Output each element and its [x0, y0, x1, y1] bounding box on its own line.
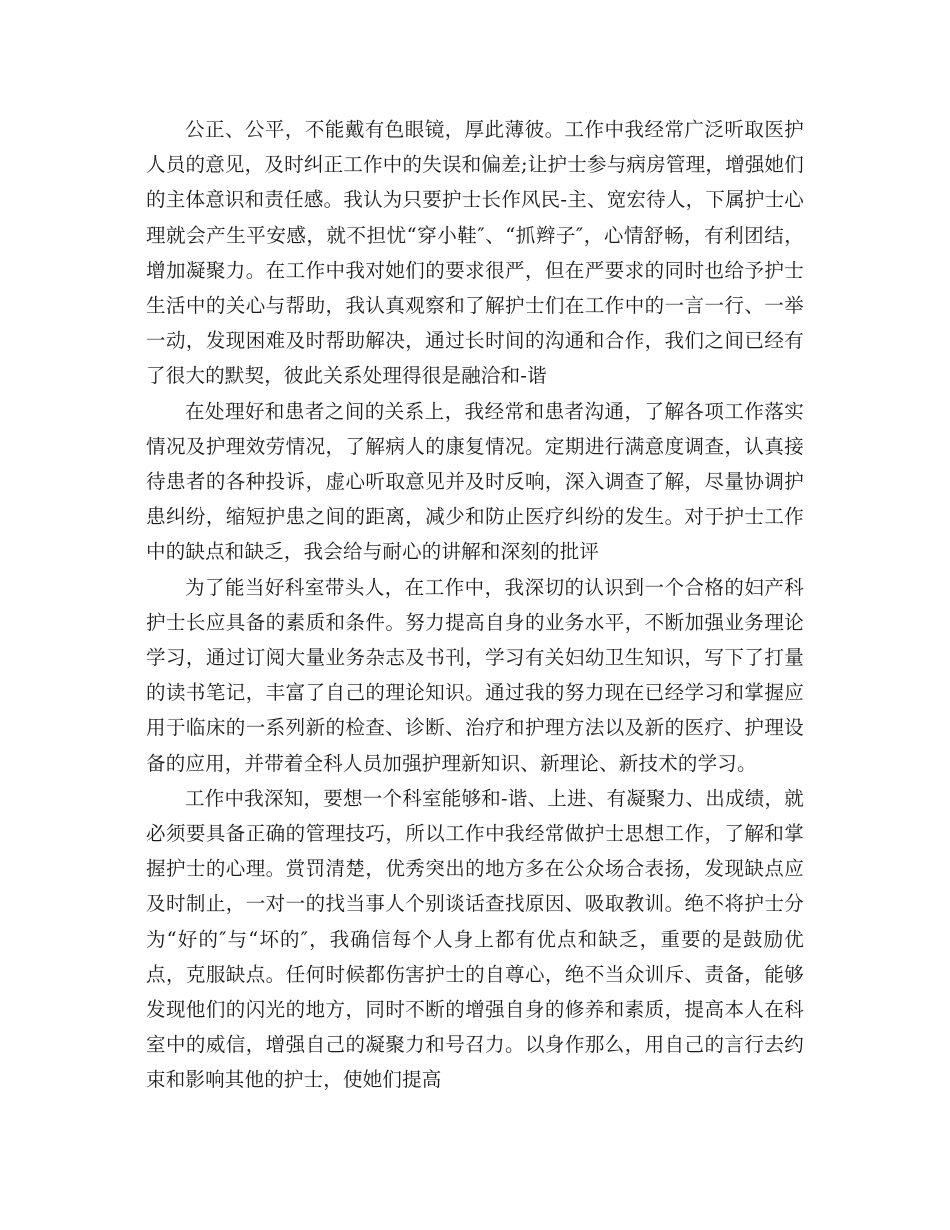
paragraph-3: 为了能当好科室带头人，在工作中，我深切的认识到一个合格的妇产科护士长应具备的素质和条件。努力提高自身的业务水平，不断加强业务理论学习，通过订阅大量业务杂志及书刊，学习有关妇幼卫生知识，写下了打量的读书笔记，丰富了自己的理论知识。通过我的努力现在已经学习和掌握应用于临床的一系列新的检查、诊断、治疗和护理方法以及新的医疗、护理设备的应用，并带着全科人员加强护理新知识、新理论、新技术的学习。: [146, 575, 804, 775]
paragraph-2: 在处理好和患者之间的关系上，我经常和患者沟通，了解各项工作落实情况及护理效劳情况，了解病人的康复情况。定期进行满意度调查，认真接待患者的各种投诉，虚心听取意见并及时反响，深入调查了解，尽量协调护患纠纷，缩短护患之间的距离，减少和防止医疗纠纷的发生。对于护士工作中的缺点和缺乏，我会给与耐心的讲解和深刻的批评: [146, 399, 804, 564]
paragraph-4: 工作中我深知，要想一个科室能够和-谐、上进、有凝聚力、出成绩，就必须要具备正确的管理技巧，所以工作中我经常做护士思想工作，了解和掌握护士的心理。赏罚清楚，优秀突出的地方多在公众场合表扬，发现缺点应及时制止，一对一的找当事人个别谈话查找原因、吸取教训。绝不将护士分为“好的″与“坏的″，我确信每个人身上都有优点和缺乏，重要的是鼓励优点，克服缺点。任何时候都伤害护士的自尊心，绝不当众训斥、责备，能够发现他们的闪光的地方，同时不断的增强自身的修养和素质，提高本人在科室中的威信，增强自己的凝聚力和号召力。以身作那么，用自己的言行去约束和影响其他的护士，使她们提高: [146, 786, 804, 1092]
document-body: [146, 112, 804, 1098]
paragraph-1: 公正、公平，不能戴有色眼镜，厚此薄彼。工作中我经常广泛听取医护人员的意见，及时纠正工作中的失误和偏差;让护士参与病房管理，增强她们的主体意识和责任感。我认为只要护士长作风民-主、宽宏待人，下属护士心理就会产生平安感，就不担忧“穿小鞋″、“抓辫子″，心情舒畅，有利团结，增加凝聚力。在工作中我对她们的要求很严，但在严要求的同时也给予护士生活中的关心与帮助，我认真观察和了解护士们在工作中的一言一行、一举一动，发现困难及时帮助解决，通过长时间的沟通和合作，我们之间已经有了很大的默契，彼此关系处理得很是融洽和-谐: [146, 118, 804, 388]
